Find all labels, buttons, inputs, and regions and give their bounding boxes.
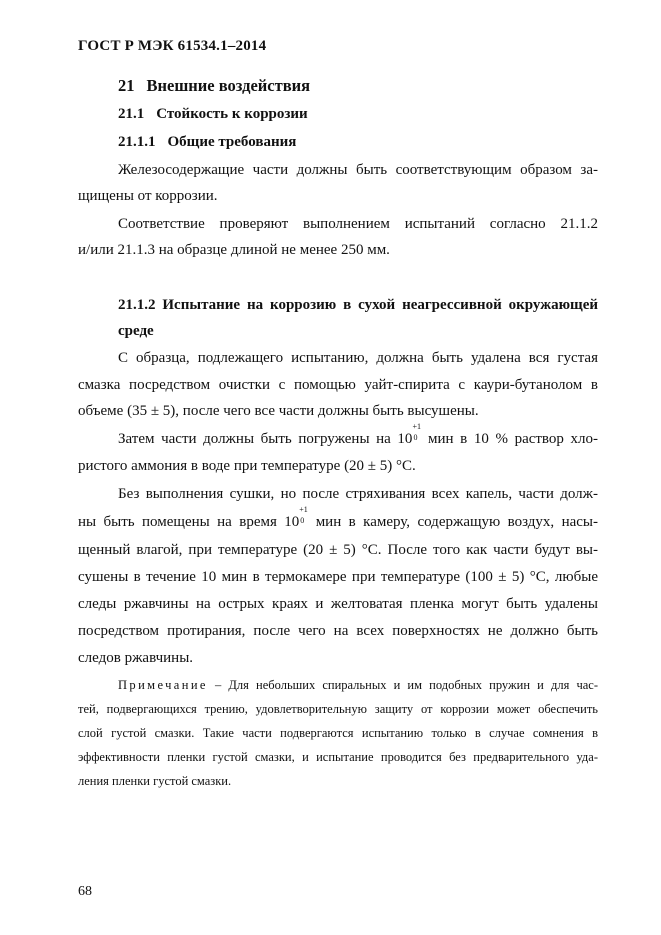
paragraph-4-text-before: Затем части должны быть погружены на 10: [118, 431, 413, 447]
paragraph-3-line-3: объеме (35 ± 5), после чего все части должны быть высушены.: [78, 403, 479, 419]
paragraph-5-text-before: ны быть помещены на время 10: [78, 514, 300, 530]
test-heading-line-2: среде: [118, 323, 154, 339]
note-line-3: слой густой смазки. Такие части подвергаются испытанию только в случае сомнения в: [78, 726, 598, 740]
note-line-5: ления пленки густой смазки.: [78, 774, 232, 788]
paragraph-5-line-1: Без выполнения сушки, но после стряхивания всех капель, части долж-: [118, 486, 598, 502]
tolerance-zero: 0: [413, 433, 418, 442]
tolerance-plus: +1: [299, 505, 308, 514]
paragraph-5-line-5: следы ржавчины на острых краях и желтоватая пленка могут быть удалены: [78, 596, 598, 612]
subsubsection-title: Общие требования: [167, 134, 297, 150]
subsection-title: Стойкость к коррозии: [156, 106, 308, 122]
paragraph-1-line-1: Железосодержащие части должны быть соответствующим образом за-: [118, 162, 598, 178]
standard-header: ГОСТ Р МЭК 61534.1–2014: [78, 38, 267, 54]
tolerance-zero: 0: [300, 516, 305, 525]
test-heading-line-1: 21.1.2 Испытание на коррозию в сухой неагрессивной окружающей: [118, 297, 598, 313]
paragraph-2-line-2: и/или 21.1.3 на образце длиной не менее 250 мм.: [78, 242, 390, 258]
section-title: Внешние воздействия: [146, 76, 311, 95]
tolerance-notation: [412, 422, 421, 443]
paragraph-4-line-2: ристого аммония в воде при температуре (20 ± 5) °С.: [78, 458, 416, 474]
note-label: Примечание: [118, 678, 208, 692]
paragraph-5-text-after: мин в камеру, содержащую воздух, насы-: [308, 514, 599, 530]
paragraph-5-line-7: следов ржавчины.: [78, 650, 194, 666]
page-number: 68: [78, 884, 92, 899]
paragraph-1-line-2: щищены от коррозии.: [78, 188, 218, 204]
paragraph-5-line-4: сушены в течение 10 мин в термокамере при температуре (100 ± 5) °С, любые: [78, 569, 598, 585]
section-heading: [118, 77, 310, 95]
note-line-1: [118, 677, 598, 693]
paragraph-5-line-3: щенный влагой, при температуре (20 ± 5) °С. После того как части будут вы-: [78, 542, 598, 558]
subsubsection-heading: [118, 133, 296, 151]
tolerance-plus: +1: [412, 422, 421, 431]
note-text: – Для небольших спиральных и им подобных пружин и для час-: [207, 678, 598, 692]
paragraph-5-line-6: посредством протирания, после чего на всех поверхностях не должно быть: [78, 623, 598, 639]
subsubsection-number: 21.1.1: [118, 134, 156, 150]
tolerance-notation: [299, 505, 308, 526]
note-line-4: эффективности пленки густой смазки, и испытание проводится без предварительного уда-: [78, 750, 598, 764]
subsection-number: 21.1: [118, 106, 145, 122]
paragraph-3-line-2: смазка посредством очистки с помощью уайт-спирита с каури-бутанолом в: [78, 377, 598, 393]
subsection-heading: [118, 105, 308, 123]
note-line-2: тей, подвергающихся трению, удовлетворительную защиту от коррозии может обеспечить: [78, 702, 598, 716]
paragraph-3-line-1: С образца, подлежащего испытанию, должна быть удалена вся густая: [118, 350, 598, 366]
paragraph-4-line-1: [118, 422, 598, 448]
section-number: 21: [118, 76, 135, 95]
paragraph-4-text-after: мин в 10 % раствор хло-: [421, 431, 598, 447]
paragraph-5-line-2: [78, 505, 599, 531]
paragraph-2-line-1: Соответствие проверяют выполнением испытаний согласно 21.1.2: [118, 216, 598, 232]
